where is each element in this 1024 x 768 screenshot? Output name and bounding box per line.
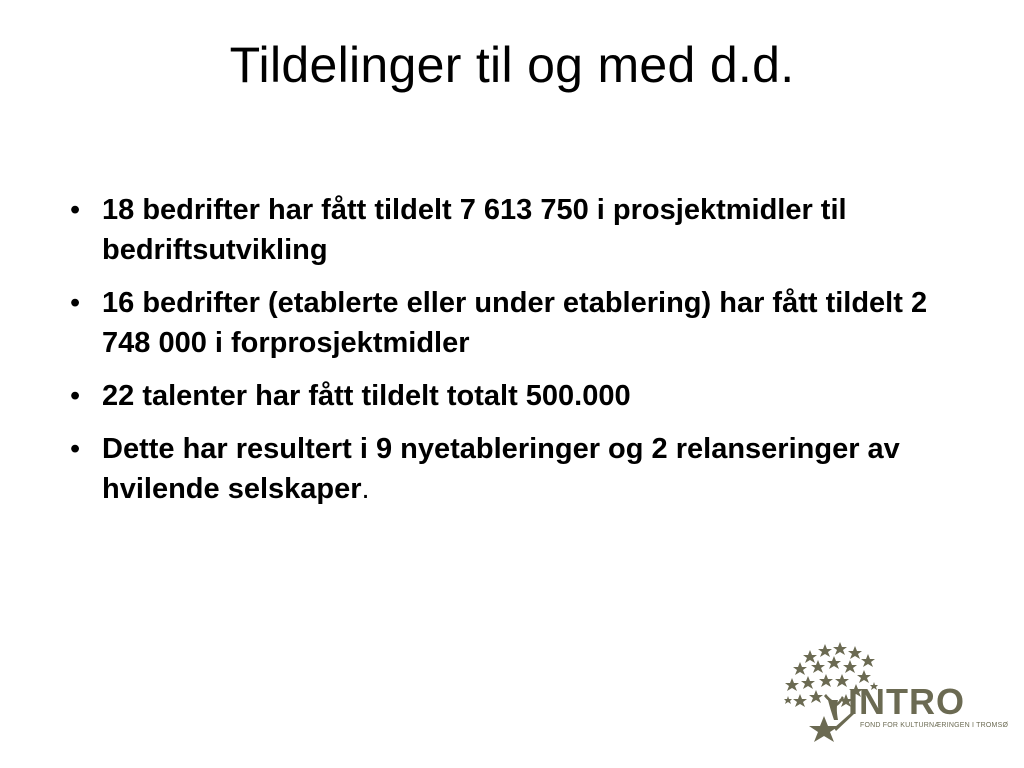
bullet-icon: • xyxy=(70,380,81,412)
bullet-trailing-period: . xyxy=(361,473,370,505)
bullet-item xyxy=(60,190,960,270)
bullet-icon: • xyxy=(70,194,81,226)
bullet-icon: • xyxy=(70,433,81,465)
bullet-item xyxy=(60,376,960,416)
bullet-item xyxy=(60,283,960,363)
bullet-icon: • xyxy=(70,287,81,319)
logo-wordmark: INTRO xyxy=(848,681,965,722)
bullet-text: 22 talenter har fått tildelt totalt 500.000 xyxy=(102,380,631,412)
bullet-text: 16 bedrifter (etablerte eller under etablering) har fått tildelt 2 748 000 i forprosjektmidler xyxy=(102,287,928,359)
bullet-item xyxy=(60,429,960,509)
bullet-text: Dette har resultert i 9 nyetableringer og 2 relanseringer av hvilende selskaper xyxy=(102,433,900,505)
logo-subtitle: FOND FOR KULTURNÆRINGEN I TROMSØ xyxy=(860,722,1009,729)
bullet-text: 18 bedrifter har fått tildelt 7 613 750 i prosjektmidler til bedriftsutvikling xyxy=(102,194,847,266)
bullet-list xyxy=(60,190,960,522)
slide-title: Tildelinger til og med d.d. xyxy=(229,37,795,93)
